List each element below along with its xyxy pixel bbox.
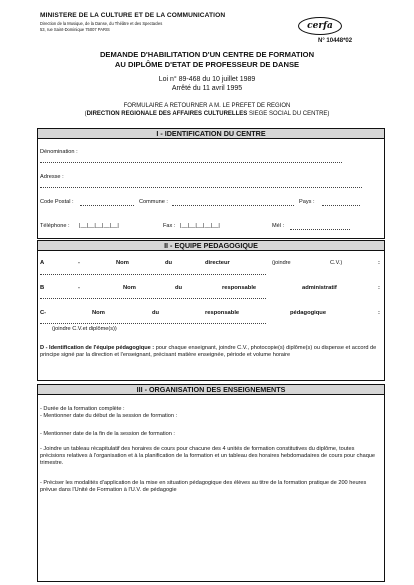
form-title-line1: DEMANDE D'HABILITATION D'UN CENTRE DE FORMATION (99, 50, 315, 59)
decree-reference: Arrêté du 11 avril 1995 (171, 85, 243, 92)
row-a-dash: - (78, 260, 80, 266)
row-c-nom: Nom (92, 310, 105, 316)
commune-field[interactable] (172, 205, 294, 206)
row-b-responsable: responsable (222, 285, 257, 291)
form-title-line2: AU DIPLÔME D'ETAT DE PROFESSEUR DE DANSE (114, 60, 300, 69)
row-b-letter: B (40, 285, 45, 291)
address-label: Adresse : (40, 174, 64, 180)
return-detail (0, 111, 414, 117)
email-label: Mél : (272, 223, 285, 229)
director-name-field[interactable] (40, 274, 266, 275)
postal-code-label: Code Postal : (40, 199, 74, 205)
row-a-nom: Nom (116, 260, 129, 266)
row-a-du: du (165, 260, 173, 266)
row-c-colon: : (378, 310, 380, 316)
return-detail-rest: SIEGE SOCIAL DU CENTRE) (247, 111, 330, 117)
row-d-paragraph (40, 345, 382, 359)
row-c-responsable: responsable (205, 310, 240, 316)
form-number: N° 10448*02 (318, 38, 353, 44)
ministry-name: MINISTERE DE LA CULTURE ET DE LA COMMUNICATION (40, 12, 226, 19)
denomination-label: Dénomination : (40, 149, 78, 155)
section1-heading: I - IDENTIFICATION DU CENTRE (37, 128, 385, 139)
telephone-field[interactable]: |__|__|__|__|__| (79, 223, 119, 229)
postal-code-field[interactable] (80, 205, 134, 206)
return-detail-drac: DIRECTION REGIONALE DES AFFAIRES CULTURELLES (86, 111, 248, 117)
row-a-joindre: (joindre (272, 260, 291, 266)
row-b-colon: : (378, 285, 380, 291)
row-a-letter: A (40, 260, 45, 266)
email-field[interactable] (290, 229, 350, 230)
row-d-text: pour chaque enseignant, joindre C.V., photocopie(s) diplôme(s) ou dispense et accord de principe signé par la direction et l'enseignant, précisant matière enseignée, période et volume horaire (40, 345, 377, 358)
return-instruction: FORMULAIRE A RETOURNER A M. LE PREFET DE REGION (123, 103, 291, 109)
row-c-pedagogique: pédagogique (290, 310, 327, 316)
section3-heading: III - ORGANISATION DES ENSEIGNEMENTS (37, 384, 385, 395)
duration-item: - Durée de la formation complète : (40, 406, 125, 412)
row-a-colon: : (378, 260, 380, 266)
address-field[interactable] (40, 187, 362, 188)
cerfa-logo: cerfa (298, 17, 342, 35)
telephone-label: Téléphone : (40, 223, 70, 229)
row-d-title: D - Identification de l'équipe pédagogique : (40, 345, 155, 351)
schedule-table-item: - Joindre un tableau récapitulatif des horaires de cours pour chacune des 4 unités de formation constitutives du diplôme, toutes précisions relatives à l'organisation et à la planification de la formation et un tableau des horaires hebdomadaires de cours pour chaque trimestre. (40, 446, 376, 466)
row-c-du: du (152, 310, 160, 316)
denomination-field[interactable] (40, 162, 342, 163)
row-b-dash: - (78, 285, 80, 291)
row-a-directeur: directeur (205, 260, 230, 266)
return-detail-open: ( (84, 111, 87, 117)
direction-address: 53, rue Saint-Dominique 75007 PARIS (40, 27, 110, 32)
country-label: Pays : (299, 199, 315, 205)
law-reference: Loi n° 89-468 du 10 juillet 1989 (158, 76, 256, 83)
row-a-cv: C.V.) (330, 260, 343, 266)
fax-label: Fax : (163, 223, 176, 229)
row-c-letter: C- (40, 310, 47, 316)
pedagogy-item: - Préciser les modalités d'application de la mise en situation pédagogique des élèves au titre de la formation pratique de 200 heures prévue dans l'Unité de Formation à l'U.V. de pédagogie (40, 480, 367, 493)
end-date-item: - Mentionner date de la fin de la session de formation : (40, 431, 175, 437)
row-b-nom: Nom (123, 285, 136, 291)
admin-manager-field[interactable] (40, 298, 266, 299)
row-c-note: (joindre C.V.et diplôme(s)) (52, 326, 117, 332)
row-b-administratif: administratif (302, 285, 337, 291)
row-b-du: du (175, 285, 183, 291)
direction-line: Direction de la Musique, de la Danse, du Théâtre et des Spectacles (40, 21, 163, 26)
fax-field[interactable]: |__|__|__|__|__| (180, 223, 220, 229)
commune-label: Commune : (139, 199, 168, 205)
pedagogical-manager-field[interactable] (40, 323, 266, 324)
start-date-item: - Mentionner date du début de la session de formation : (40, 413, 178, 419)
section2-heading: II - EQUIPE PEDAGOGIQUE (37, 240, 385, 251)
country-field[interactable] (322, 205, 360, 206)
